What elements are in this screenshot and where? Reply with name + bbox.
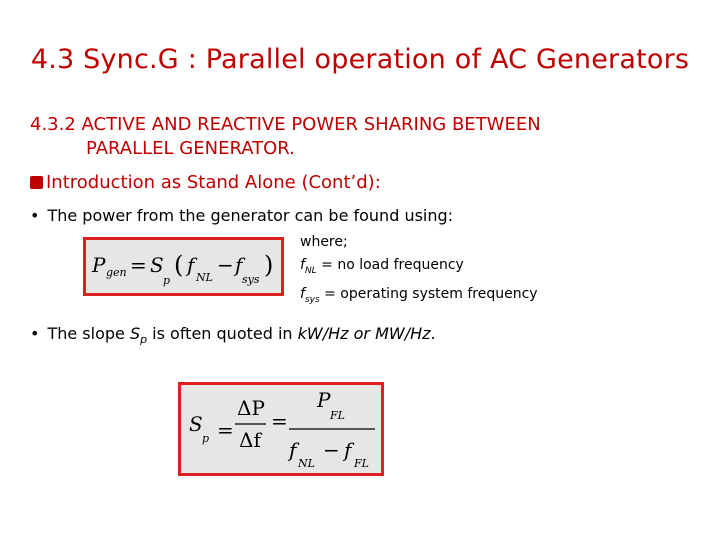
subheading-text: Introduction as Stand Alone (Cont’d):: [46, 172, 381, 193]
equation-power-box: [83, 237, 284, 296]
bullet-power: [30, 206, 453, 225]
slope-sub: p: [140, 333, 148, 347]
eq2-equals-2: =: [271, 409, 288, 433]
fsys-symbol: f: [300, 285, 305, 302]
fnl-symbol: f: [300, 257, 305, 273]
bullet-slope: [30, 324, 436, 346]
eq2-den1: Δf: [239, 428, 261, 452]
eq2-minus: −: [323, 438, 340, 462]
slope-end: .: [430, 324, 436, 343]
eq1-f2: f: [235, 253, 243, 277]
fnl-sub: NL: [304, 265, 317, 276]
eq2-s-sub: p: [202, 432, 210, 445]
eq2-equals-1: =: [217, 418, 234, 442]
bullet-dot-icon: •: [30, 206, 40, 225]
slope-pre: The slope: [47, 324, 130, 343]
eq1-f1: f: [187, 253, 195, 277]
eq2-den2a-sub: NL: [298, 457, 315, 470]
eq2-den2b-sub: FL: [354, 457, 369, 470]
slide-title: 4.3 Sync.G : Parallel operation of AC Generators: [30, 44, 690, 75]
eq2-num1: ΔP: [237, 396, 265, 420]
equation-slope-box: [178, 382, 384, 476]
section-heading-line1: 4.3.2 ACTIVE AND REACTIVE POWER SHARING BETWEEN: [30, 114, 541, 135]
bullet-dot-icon: •: [30, 324, 40, 343]
eq1-f2-sub: sys: [242, 273, 260, 286]
bullet-power-text: The power from the generator can be found using:: [47, 206, 454, 225]
eq2-num2-sub: FL: [330, 409, 345, 422]
subheading: [30, 172, 381, 193]
eq1-minus: −: [217, 253, 234, 277]
eq1-close-paren: ): [264, 251, 274, 279]
eq1-lhs: P: [92, 253, 106, 277]
slope-symbol: S: [129, 324, 141, 343]
square-bullet-icon: [30, 176, 43, 189]
eq1-lhs-sub: gen: [106, 266, 127, 279]
slope-units: kW/Hz or MW/Hz: [297, 324, 431, 343]
eq1-f1-sub: NL: [196, 271, 213, 284]
section-heading: [30, 113, 650, 161]
section-heading-line2: PARALLEL GENERATOR.: [86, 138, 295, 159]
eq2-den2a: f: [289, 438, 297, 462]
eq1-equals: =: [130, 253, 147, 277]
fsys-desc: = operating system frequency: [319, 285, 538, 302]
where-label: where;: [300, 234, 348, 250]
eq2-den2b: f: [344, 438, 352, 462]
fsys-sub: sys: [304, 294, 320, 305]
eq2-num2: P: [317, 388, 331, 412]
where-fnl: [300, 254, 538, 283]
slope-mid: is often quoted in: [147, 324, 298, 343]
where-definitions: [300, 231, 538, 312]
equation-power: [86, 240, 281, 293]
eq1-s-sub: p: [163, 274, 171, 287]
eq1-s: S: [150, 253, 164, 277]
where-fsys: [300, 283, 538, 312]
fnl-desc: = no load frequency: [316, 257, 464, 273]
eq1-open-paren: (: [174, 251, 184, 279]
eq2-s: S: [189, 412, 203, 436]
equation-slope: [181, 385, 381, 473]
